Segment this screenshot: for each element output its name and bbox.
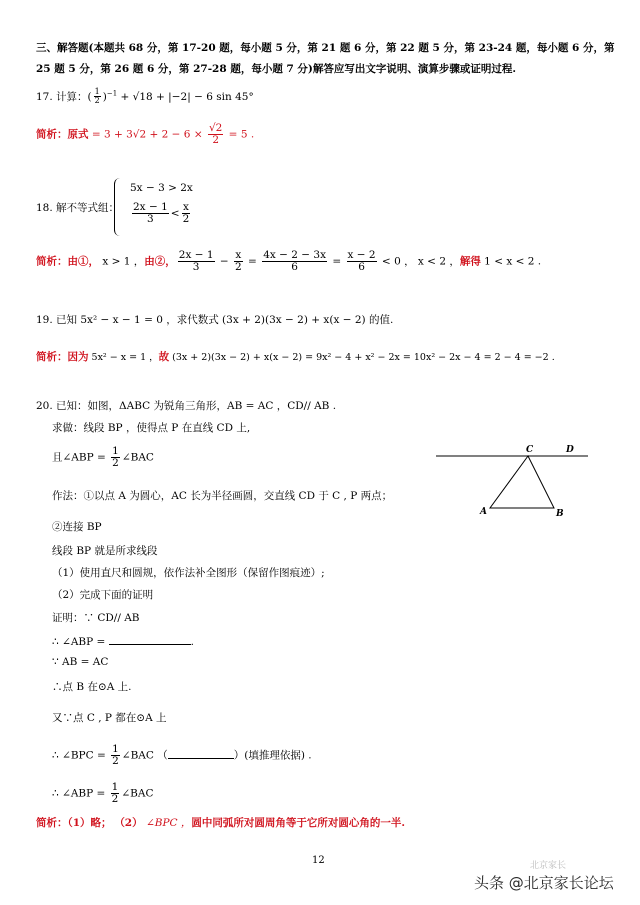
q18-ineq2-rden: 2	[182, 213, 190, 226]
q20-l15-num: 1	[111, 781, 119, 793]
page-number: 12	[312, 855, 325, 866]
q18-f3-num: 4x − 2 − 3x	[263, 249, 327, 261]
q20-task: 求做：线段 BP ，使得点 P 在直线 CD 上,	[52, 422, 251, 434]
question-17	[36, 88, 254, 106]
q20-method-step2: ②连接 BP	[52, 521, 102, 533]
q17-exponent: −1	[106, 89, 118, 98]
q20-proof-2	[52, 633, 194, 648]
q17-answer	[36, 123, 254, 146]
q20-proof-7-rhs: ∠BAC	[121, 787, 154, 800]
q20-part1: （1）使用直尺和圆规，依作法补全图形（保留作图痕迹）;	[52, 567, 325, 579]
label-c: C	[526, 445, 534, 455]
q17-answer-expr: = 3 + 3√2 + 2 − 6 ×	[88, 128, 206, 141]
answer-blank-2[interactable]	[168, 747, 234, 759]
triangle-figure	[430, 440, 590, 520]
q19-answer-calc: (3x + 2)(3x − 2) + x(x − 2) = 9x² − 4 + x² − 2x = 10x² − 2x − 4 = 2 − 4 = −2 .	[169, 352, 555, 363]
q19-answer-keyword1: 因为	[67, 351, 89, 363]
watermark: 头条 @北京家长论坛	[474, 874, 614, 892]
q18-f2-num: x	[235, 249, 242, 261]
q18-answer-x-gt-1: x > 1 ，	[99, 255, 145, 268]
q20-proof-6	[52, 744, 312, 767]
q18-answer-step2: 由②，	[144, 255, 176, 268]
q18-f3-den: 6	[291, 261, 298, 274]
q18-minus: −	[216, 255, 233, 268]
q20-proof-1: 证明：∵ CD// AB	[52, 612, 140, 624]
q20-proof-7-frac	[111, 782, 120, 805]
q20-condition-frac	[111, 446, 120, 469]
q18-ans-frac2	[234, 250, 243, 273]
triangle-abc	[490, 456, 554, 508]
q20-answer-label: 简析：（1）略；	[36, 817, 112, 829]
q17-frac-den: 2	[94, 96, 100, 106]
q17-answer-label: 简析：	[36, 128, 68, 141]
q20-proof-6-frac	[111, 744, 120, 767]
q20-answer-angle: ∠BPC ，	[142, 817, 192, 829]
q20-condition	[52, 446, 154, 469]
q17-answer-fraction	[208, 123, 223, 146]
q17-answer-result: = 5 .	[225, 128, 255, 141]
q20-condition-lhs: 且∠ABP =	[52, 451, 110, 464]
q20-l3-num: 1	[112, 445, 119, 457]
q19-answer	[36, 349, 555, 364]
q18-label: 18. 解不等式组：	[36, 202, 120, 214]
label-d: D	[566, 445, 574, 455]
q18-ineq2-rnum: x	[182, 201, 189, 213]
q20-proof-4: ∴点 B 在⊙A 上.	[52, 681, 132, 693]
label-b: B	[556, 509, 564, 519]
q19-answer-keyword2: 故	[158, 351, 170, 363]
q18-ineq2-right	[182, 202, 191, 225]
q18-f2-den: 2	[235, 261, 242, 274]
q20-proof-6-note: ）(填推理依据) .	[233, 749, 312, 762]
q20-method-step1: 作法：①以点 A 为圆心，AC 长为半径画圆，交直线 CD 于 C , P 两点；	[52, 490, 393, 502]
q20-l3-den: 2	[112, 457, 119, 470]
q17-answer-frac-num: √2	[208, 122, 223, 134]
q20-proof-3: ∵ AB = AC	[52, 656, 109, 668]
q17-answer-frac-den: 2	[212, 134, 219, 147]
q20-given: 20. 已知：如图，ΔABC 为锐角三角形，AB = AC ，CD// AB .	[36, 400, 337, 412]
q20-answer-part2: （2）	[119, 817, 143, 829]
q18-answer-label: 简析：	[36, 255, 68, 268]
q18-eq1: =	[244, 255, 261, 268]
q17-frac-num: 1	[94, 87, 100, 96]
q18-f1-num: 2x − 1	[178, 249, 214, 261]
q18-f4-num: x − 2	[347, 249, 376, 261]
q18-f4-den: 6	[358, 261, 365, 274]
q20-answer-reason: 圆中同弧所对圆周角等于它所对圆心角的一半.	[191, 817, 406, 829]
q20-l14-den: 2	[112, 755, 119, 768]
q18-answer-solve-keyword: 解得	[459, 255, 481, 268]
q17-paren-open: (	[87, 90, 92, 103]
q20-proof-2-lhs: ∴ ∠ABP =	[52, 636, 109, 648]
q20-answer	[36, 815, 405, 830]
q17-label: 17. 计算：	[36, 90, 88, 103]
section-header-line2: 25 题 5 分，第 26 题 6 分，第 27-28 题，每小题 7 分)解答应写出文字说明、演算步骤或证明过程.	[36, 63, 517, 75]
q20-proof-5: 又∵点 C , P 都在⊙A 上	[52, 712, 167, 724]
q18-ineq2-left	[132, 202, 169, 225]
q20-proof-2-end: .	[190, 636, 194, 648]
q18-ans-frac3	[262, 250, 327, 273]
q18-inequality-1: 5x − 3 > 2x	[130, 182, 193, 194]
q18-ineq2-op: <	[170, 207, 180, 220]
q17-fraction	[94, 88, 101, 106]
q18-f1-den: 3	[192, 261, 200, 274]
q20-result: 线段 BP 就是所求线段	[52, 545, 158, 557]
question-19: 19. 已知 5x² − x − 1 = 0 ，求代数式 (3x + 2)(3x − 2) + x(x − 2) 的值.	[36, 314, 394, 326]
q18-answer-solution: 1 < x < 2 .	[480, 255, 542, 268]
q18-answer-tail: < 0 ， x < 2 ，	[378, 255, 460, 268]
q18-ineq2-num: 2x − 1	[133, 201, 168, 213]
q18-inequality-2	[130, 202, 192, 225]
q20-part2: （2）完成下面的证明	[52, 589, 154, 601]
q17-answer-keyword: 原式	[67, 128, 89, 141]
q18-ineq2-den: 3	[147, 213, 154, 226]
q18-ans-frac4	[347, 250, 377, 273]
section-header-line1: 三、解答题(本题共 68 分，第 17-20 题，每小题 5 分，第 21 题 6 分，第 22 题 5 分，第 23-24 题，每小题 6 分，第	[36, 42, 615, 54]
q18-answer	[36, 250, 541, 273]
q20-l15-den: 2	[111, 793, 119, 806]
q18-eq2: =	[329, 255, 345, 268]
answer-blank-1[interactable]	[109, 633, 191, 645]
q20-proof-6-lhs: ∴ ∠BPC =	[52, 749, 110, 762]
q17-expression: + √18 + |−2| − 6 sin 45°	[117, 90, 254, 103]
label-a: A	[480, 507, 487, 517]
q20-proof-7-lhs: ∴ ∠ABP =	[52, 787, 109, 800]
q20-proof-6-rhs: ∠BAC （	[121, 749, 168, 762]
q17-paren-close: )	[102, 90, 107, 103]
q18-ans-frac1	[178, 250, 215, 273]
q20-proof-7	[52, 782, 153, 805]
q20-condition-rhs: ∠BAC	[121, 451, 154, 464]
system-brace	[114, 178, 123, 236]
watermark-logo: 北京家长	[530, 861, 567, 871]
q20-l14-num: 1	[112, 743, 119, 755]
q18-answer-step1: 由①，	[67, 255, 99, 268]
q19-answer-label: 简析：	[36, 351, 68, 363]
q19-answer-given: 5x² − x = 1 ，	[88, 352, 159, 363]
